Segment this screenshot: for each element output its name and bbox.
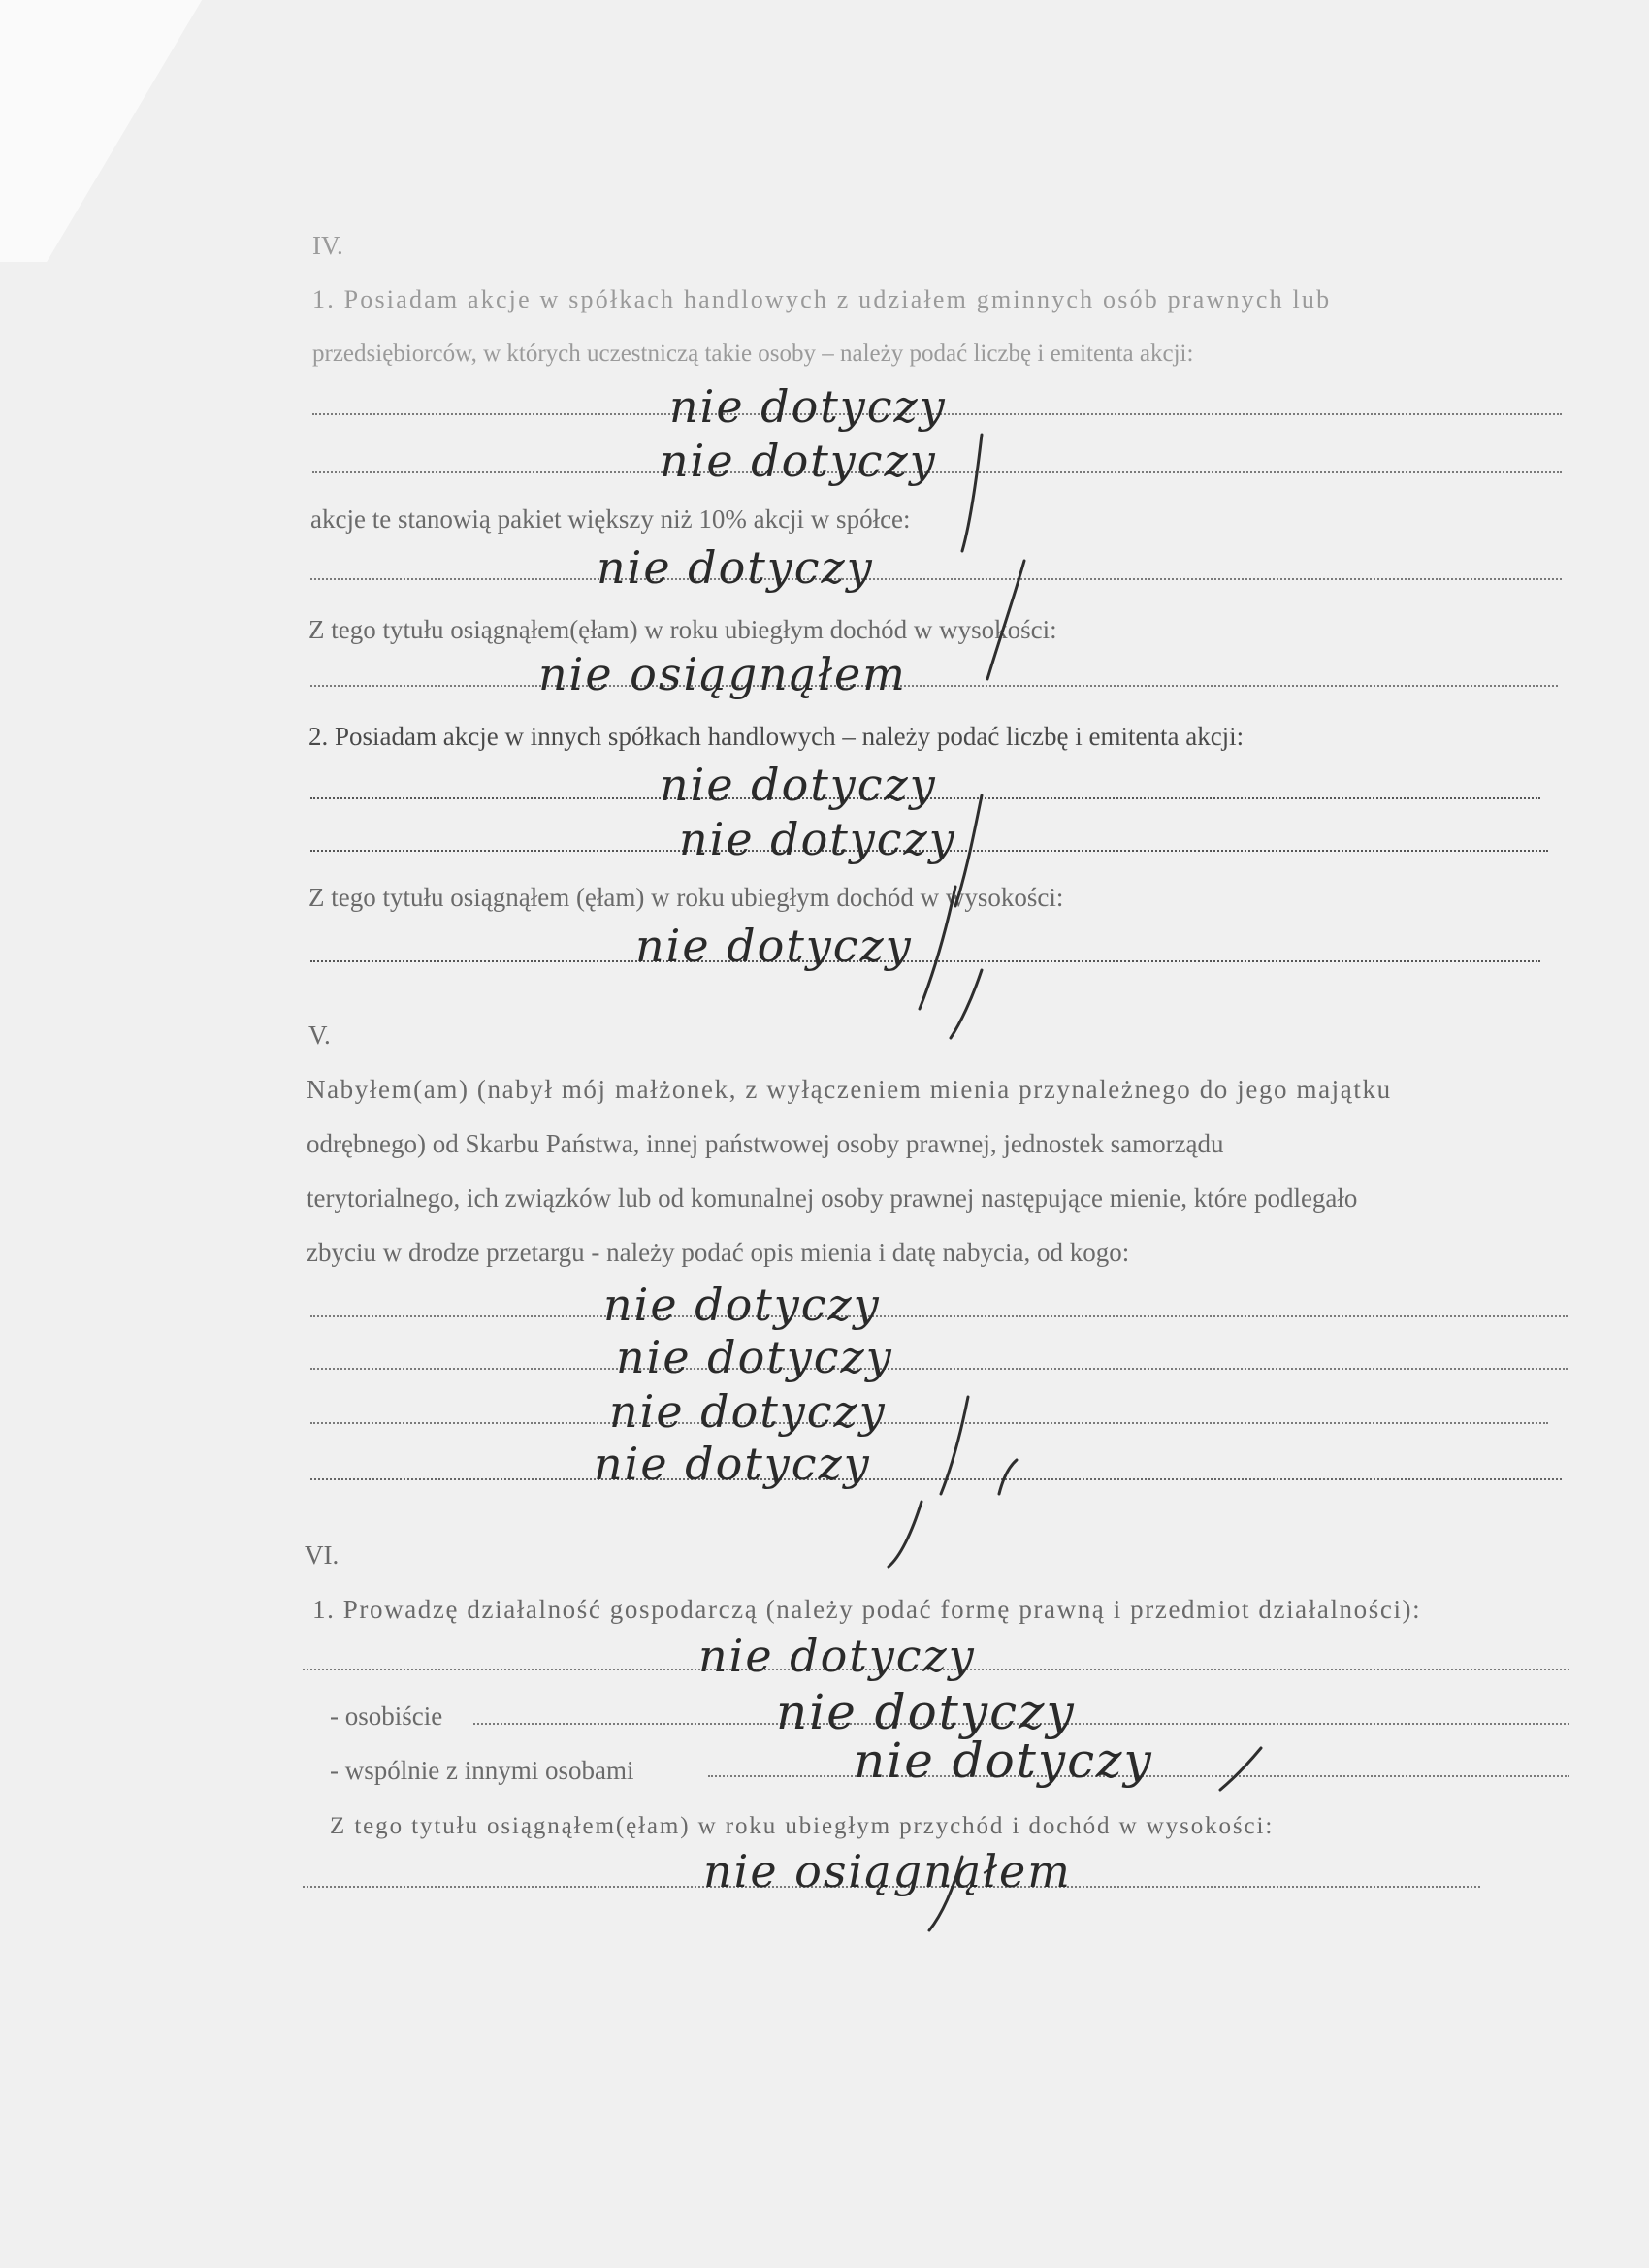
handwritten-answer: nie dotyczy (679, 813, 956, 865)
handwritten-answer: nie dotyczy (603, 1279, 881, 1331)
handwritten-answer: nie dotyczy (854, 1733, 1153, 1789)
handwritten-answer: nie osiągnąłem (703, 1845, 1072, 1897)
handwritten-answer: nie dotyczy (660, 759, 937, 811)
iv-income1-label: Z tego tytułu osiągnąłem(ęłam) w roku ubiegłym dochód w wysokości: (308, 615, 1057, 644)
v-text-line1: Nabyłem(am) (nabył mój małżonek, z wyłączeniem mienia przynależnego do jego majątku (307, 1075, 1392, 1104)
v-text-line4: zbyciu w drodze przetargu - należy podać opis mienia i datę nabycia, od kogo: (307, 1238, 1130, 1267)
handwritten-answer: nie dotyczy (660, 435, 937, 487)
section-iv-heading: IV. (312, 231, 343, 260)
handwritten-answer: nie dotyczy (609, 1385, 887, 1438)
v-text-line3: terytorialnego, ich związków lub od komunalnej osoby prawnej następujące mienie, które podlegało (307, 1183, 1358, 1213)
vi-income-label: Z tego tytułu osiągnąłem(ęłam) w roku ubiegłym przychód i dochód w wysokości: (330, 1813, 1275, 1839)
section-vi-heading: VI. (305, 1540, 340, 1570)
vi-joint-label: - wspólnie z innymi osobami (330, 1756, 634, 1785)
vi-personal-label: - osobiście (330, 1701, 443, 1731)
handwritten-answer: nie dotyczy (597, 541, 874, 594)
handwritten-answer: nie dotyczy (698, 1630, 976, 1682)
iv-question1-line2: przedsiębiorców, w których uczestniczą takie osoby – należy podać liczbę i emitenta akcji: (312, 340, 1194, 367)
handwritten-answer: nie dotyczy (594, 1438, 871, 1490)
iv-packet-label: akcje te stanowią pakiet większy niż 10% akcji w spółce: (310, 504, 911, 534)
iv-question1-line1: 1. Posiadam akcje w spółkach handlowych z udziałem gminnych osób prawnych lub (312, 285, 1332, 313)
handwritten-answer: nie dotyczy (616, 1331, 893, 1383)
handwritten-answer: nie osiągnąłem (538, 648, 907, 700)
handwritten-answer: nie dotyczy (669, 380, 947, 433)
vi-question1-label: 1. Prowadzę działalność gospodarczą (należy podać formę prawną i przedmiot działalności): (312, 1595, 1422, 1624)
iv-income2-label: Z tego tytułu osiągnąłem (ęłam) w roku ubiegłym dochód w wysokości: (308, 883, 1064, 912)
iv-question2-label: 2. Posiadam akcje w innych spółkach handlowych – należy podać liczbę i emitenta akcji: (308, 722, 1245, 751)
handwritten-answer: nie dotyczy (776, 1684, 1076, 1740)
handwritten-answer: nie dotyczy (635, 920, 913, 972)
v-text-line2: odrębnego) od Skarbu Państwa, innej państwowej osoby prawnej, jednostek samorządu (307, 1129, 1224, 1158)
section-v-heading: V. (308, 1021, 331, 1050)
